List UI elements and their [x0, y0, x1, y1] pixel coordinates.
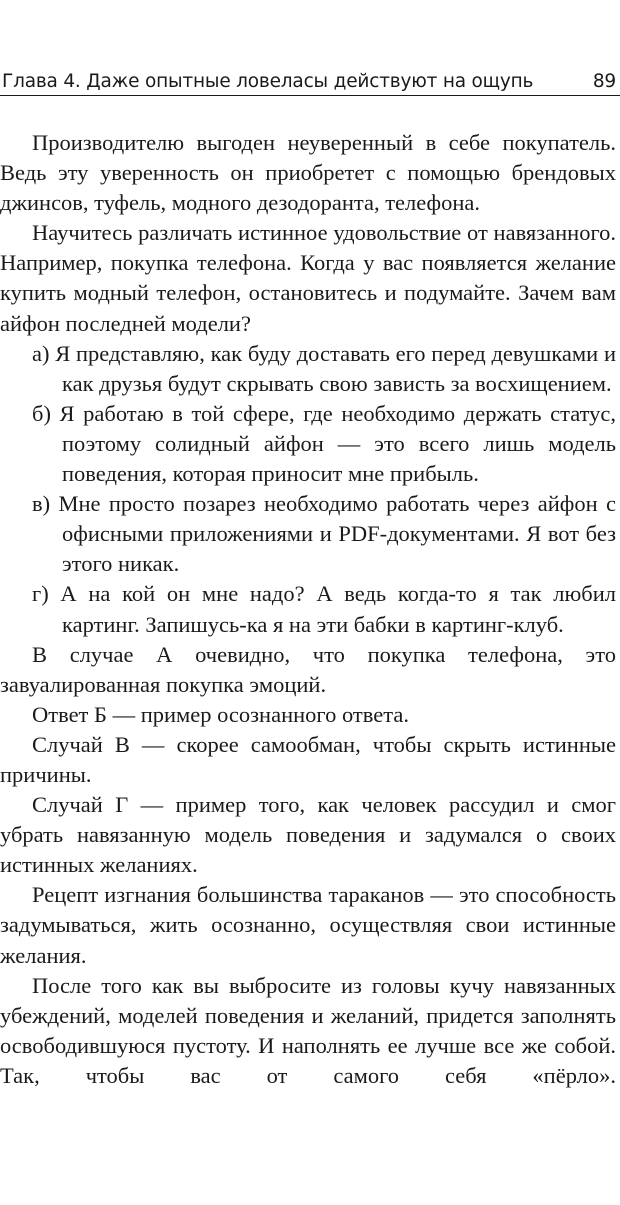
list-item-a: а) Я представляю, как буду доставать его перед девушками и как друзья будут скрывать свою зависть за восхищением.: [32, 340, 616, 396]
paragraph-intro: Производителю выгоден неуверенный в себе покупатель. Ведь эту уверенность он приобретет с помощью брендовых джинсов, туфель, модного дезодоранта, телефона.: [0, 130, 616, 216]
paragraph-case-v: Случай В — скорее самообман, чтобы скрыть истинные причины.: [0, 731, 616, 787]
header-rule: [0, 95, 620, 96]
list-item-g: г) А на кой он мне надо? А ведь когда-то я так любил картинг. Запишусь-ка я на эти бабки в картинг-клуб.: [32, 581, 616, 637]
paragraph-case-g: Случай Г — пример того, как человек рассудил и смог убрать навязанную модель поведения и задумался о своих истинных желаниях.: [0, 792, 616, 878]
page-number: 89: [592, 71, 616, 92]
paragraph-recipe: Рецепт изгнания большинства тараканов — это способность задумываться, жить осознанно, осуществляя свои истинные желания.: [0, 882, 616, 968]
paragraph-case-a: В случае А очевидно, что покупка телефона, это завуалированная покупка эмоций.: [0, 641, 616, 697]
list-item-v: в) Мне просто позарез необходимо работать через айфон с офисными приложениями и PDF-документами. Я вот без этого никак.: [32, 491, 616, 577]
paragraph-question: Научитесь различать истинное удовольствие от навязанного. Например, покупка телефона. Когда у вас появляется желание купить модный телефон, остановитесь и подумайте. Зачем вам айфон последней модели?: [0, 220, 616, 336]
paragraph-conclusion: После того как вы выбросите из головы кучу навязанных убеждений, моделей поведения и желаний, придется заполнять освободившуюся пустоту. И наполнять ее лучше все же собой. Так, чтобы вас от самого себя «пёрло».: [0, 972, 616, 1088]
paragraph-case-b: Ответ Б — пример осознанного ответа.: [32, 701, 409, 727]
body-text: [0, 128, 616, 1091]
chapter-title: Глава 4. Даже опытные ловеласы действуют на ощупь: [2, 71, 534, 92]
list-item-b: б) Я работаю в той сфере, где необходимо держать статус, поэтому солидный айфон — это всего лишь модель поведения, которая приносит мне прибыль.: [32, 400, 616, 487]
running-head: [2, 62, 618, 92]
